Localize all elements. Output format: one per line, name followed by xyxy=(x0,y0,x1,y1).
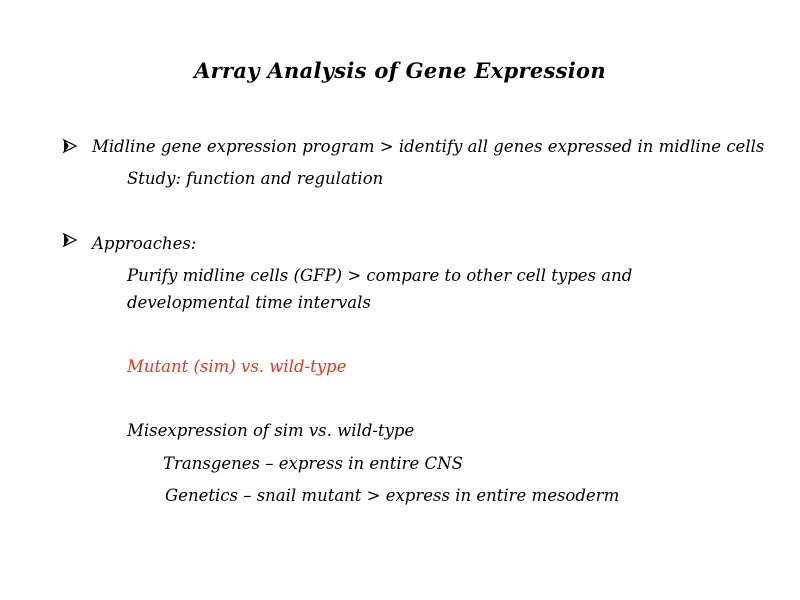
slide-title: Array Analysis of Gene Expression xyxy=(194,58,606,83)
sub-transgenes: Transgenes – express in entire CNS xyxy=(163,454,463,473)
bullet-midline-program: Midline gene expression program > identify all genes expressed in midline cells xyxy=(92,137,765,156)
sub-study: Study: function and regulation xyxy=(127,169,384,188)
arrowhead-bullet-icon xyxy=(62,138,78,154)
arrowhead-bullet-icon xyxy=(62,232,78,248)
sub-purify-midline: Purify midline cells (GFP) > compare to other cell types and developmental time intervals xyxy=(127,266,633,312)
sub-misexpression: Misexpression of sim vs. wild-type xyxy=(127,421,415,440)
sub-genetics-snail: Genetics – snail mutant > express in entire mesoderm xyxy=(165,486,620,505)
bullet-approaches: Approaches: xyxy=(92,234,197,253)
sub-mutant-sim: Mutant (sim) vs. wild-type xyxy=(127,357,347,376)
